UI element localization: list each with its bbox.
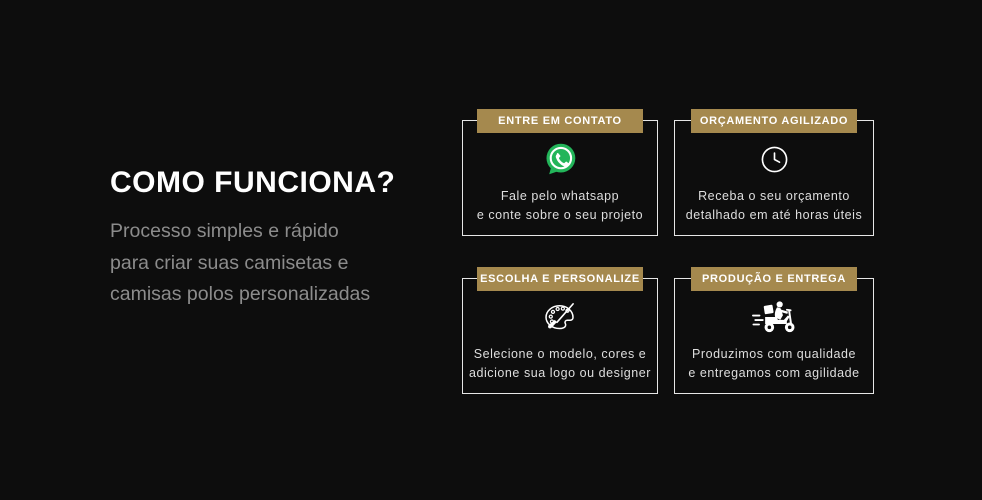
subtitle-line-3: camisas polos personalizadas <box>110 283 371 306</box>
card-badge: ESCOLHA E PERSONALIZE <box>477 267 643 291</box>
subtitle-line-1: Processo simples e rápido <box>110 220 339 242</box>
card-escolha-e-personalize <box>462 273 658 394</box>
card-description <box>686 187 863 226</box>
card-badge: PRODUÇÃO E ENTREGA <box>691 267 857 291</box>
card-line: Selecione o modelo, cores e <box>473 347 647 361</box>
card-description <box>469 345 651 384</box>
delivery-scooter-icon <box>752 296 797 338</box>
page-subtitle <box>110 216 455 311</box>
card-producao-e-entrega <box>674 273 874 394</box>
card-line: Fale pelo whatsapp <box>500 189 620 203</box>
card-line: e entregamos com agilidade <box>688 366 860 381</box>
hero-text-block <box>110 166 455 311</box>
subtitle-line-2: para criar suas camisetas e <box>110 251 349 274</box>
card-line: detalhado em até horas úteis <box>685 208 863 223</box>
card-description <box>688 345 859 384</box>
card-badge: ORÇAMENTO AGILIZADO <box>691 109 857 133</box>
whatsapp-icon <box>542 138 578 180</box>
card-description <box>477 187 643 226</box>
card-line: Receba o seu orçamento <box>698 189 850 203</box>
card-orcamento-agilizado <box>674 115 874 236</box>
steps-card-grid <box>462 115 874 394</box>
card-line: adicione sua logo ou designer <box>468 366 652 381</box>
card-line: Produzimos com qualidade <box>692 347 856 361</box>
page-title: COMO FUNCIONA? <box>110 166 396 199</box>
clock-icon <box>760 138 789 180</box>
card-line: e conte sobre o seu projeto <box>476 208 644 223</box>
paint-palette-icon <box>541 296 579 338</box>
card-entre-em-contato <box>462 115 658 236</box>
card-badge: ENTRE EM CONTATO <box>477 109 643 133</box>
